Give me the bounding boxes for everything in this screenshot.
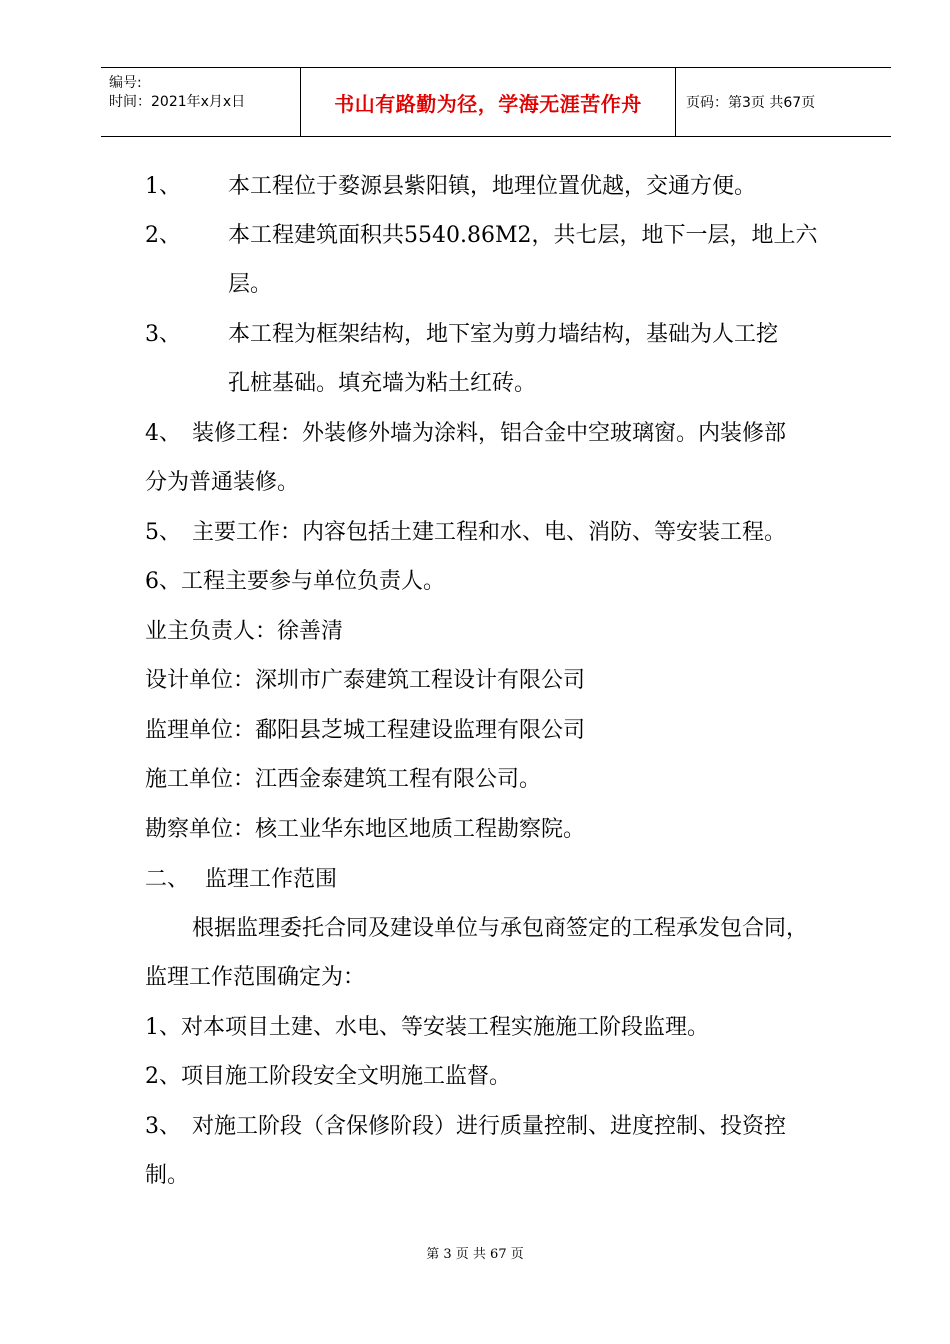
section-title: 监理工作范围 xyxy=(205,867,338,892)
item-3 xyxy=(145,320,778,350)
header-info-cell xyxy=(101,68,301,136)
header-code-label: 编号: xyxy=(109,75,142,91)
header-page-label: 页码：第3页 共67页 xyxy=(686,95,816,111)
item-text: 本工程为框架结构，地下室为剪力墙结构，基础为人工挖 xyxy=(228,322,779,347)
section-2-heading xyxy=(145,865,337,895)
item-text: 装修工程：外装修外墙为涂料，铝合金中空玻璃窗。内装修部 xyxy=(192,421,787,446)
header-motto-cell xyxy=(301,68,676,136)
header-motto: 书山有路勤为径，学海无涯苦作舟 xyxy=(334,91,642,116)
scope-item-1: 1、对本项目土建、水电、等安装工程实施施工阶段监理。 xyxy=(145,1015,709,1040)
item-text: 对施工阶段（含保修阶段）进行质量控制、进度控制、投资控 xyxy=(192,1114,787,1139)
design-unit-line: 设计单位：深圳市广泰建筑工程设计有限公司 xyxy=(145,668,586,693)
item-3-continuation: 孔桩基础。填充墙为粘土红砖。 xyxy=(228,371,537,396)
header-time-label: 时间：2021年x月x日 xyxy=(109,94,246,110)
item-4 xyxy=(145,419,786,449)
item-text: 本工程建筑面积共5540.86M2，共七层，地下一层，地上六 xyxy=(228,223,818,248)
scope-item-2: 2、项目施工阶段安全文明施工监督。 xyxy=(145,1064,511,1089)
section-number: 二、 xyxy=(145,867,190,892)
item-number: 1、 xyxy=(145,174,181,199)
scope-paragraph: 根据监理委托合同及建设单位与承包商签定的工程承发包合同， xyxy=(192,916,809,941)
item-4-continuation: 分为普通装修。 xyxy=(145,470,300,495)
item-text: 本工程位于婺源县紫阳镇，地理位置优越，交通方便。 xyxy=(228,174,757,199)
item-number: 3、 xyxy=(145,322,181,347)
item-number: 3、 xyxy=(145,1114,181,1139)
survey-unit-line: 勘察单位：核工业华东地区地质工程勘察院。 xyxy=(145,817,586,842)
page-header xyxy=(101,67,891,137)
scope-item-3-continuation: 制。 xyxy=(145,1163,190,1188)
scope-paragraph-continuation: 监理工作范围确定为： xyxy=(145,965,366,990)
owner-line: 业主负责人：徐善清 xyxy=(145,619,344,644)
header-page-cell xyxy=(676,68,891,136)
item-2-continuation: 层。 xyxy=(228,272,273,297)
item-text: 主要工作：内容包括土建工程和水、电、消防、等安装工程。 xyxy=(192,520,787,545)
participants-heading: 6、工程主要参与单位负责人。 xyxy=(145,569,445,594)
construction-unit-line: 施工单位：江西金泰建筑工程有限公司。 xyxy=(145,767,542,792)
page-footer: 第 3 页 共 67 页 xyxy=(426,1247,524,1262)
item-number: 2、 xyxy=(145,223,181,248)
item-1 xyxy=(145,172,756,202)
item-5 xyxy=(145,518,786,548)
supervision-unit-line: 监理单位：鄱阳县芝城工程建设监理有限公司 xyxy=(145,718,586,743)
scope-item-3 xyxy=(145,1112,786,1142)
item-number: 5、 xyxy=(145,520,181,545)
item-2 xyxy=(145,221,818,251)
item-number: 4、 xyxy=(145,421,181,446)
